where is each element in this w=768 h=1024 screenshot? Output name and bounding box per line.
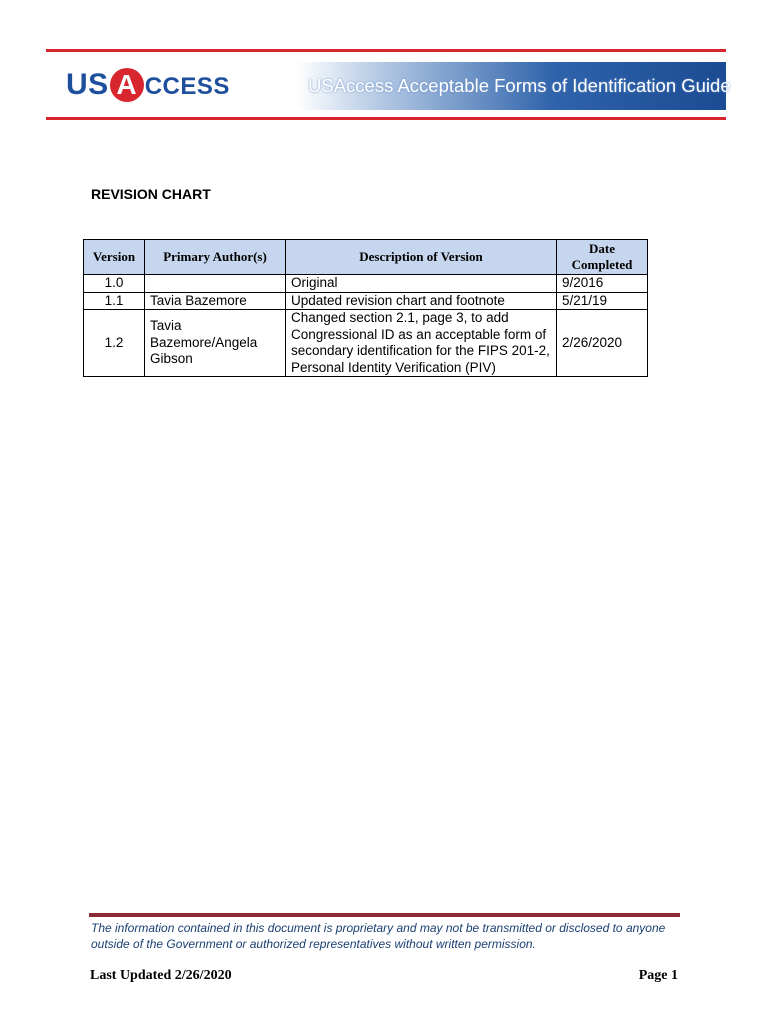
logo-prefix: US [66,68,109,101]
table-row [84,292,648,310]
cell-description: Updated revision chart and footnote [286,292,557,310]
cell-author: Tavia Bazemore [145,292,286,310]
footer-rule [89,913,680,917]
logo-suffix: CCESS [144,72,230,100]
table-row [84,275,648,293]
header-rule-top [46,49,726,52]
cell-description: Changed section 2.1, page 3, to add Congressional ID as an acceptable form of secondary identification for the FIPS 201-2, Personal Identity Verification (PIV) [286,310,557,377]
revision-table [83,239,648,377]
cell-description: Original [286,275,557,293]
header-description: Description of Version [286,240,557,275]
cell-version: 1.0 [84,275,145,293]
table-row [84,310,648,377]
cell-version: 1.2 [84,310,145,377]
cell-date: 9/2016 [557,275,648,293]
cell-date: 2/26/2020 [557,310,648,377]
logo-circle-letter: A [110,68,144,102]
cell-date: 5/21/19 [557,292,648,310]
header-author: Primary Author(s) [145,240,286,275]
last-updated: Last Updated 2/26/2020 [90,968,232,983]
header-banner [296,62,731,110]
footer-notice: The information contained in this document is proprietary and may not be transmitted or disclosed to anyone outside of the Government or authorized representatives without written permission. [91,921,666,951]
header-version: Version [84,240,145,275]
section-title: REVISION CHART [91,186,211,202]
cell-author: Tavia Bazemore/Angela Gibson [145,310,286,377]
cell-version: 1.1 [84,292,145,310]
table-header-row [84,240,648,275]
header-date: Date Completed [557,240,648,275]
page-number: Page 1 [638,968,678,983]
cell-author [145,275,286,293]
header-rule-bottom [46,117,726,120]
document-title: USAccess Acceptable Forms of Identification Guide [308,75,731,96]
usaccess-logo [66,66,230,104]
